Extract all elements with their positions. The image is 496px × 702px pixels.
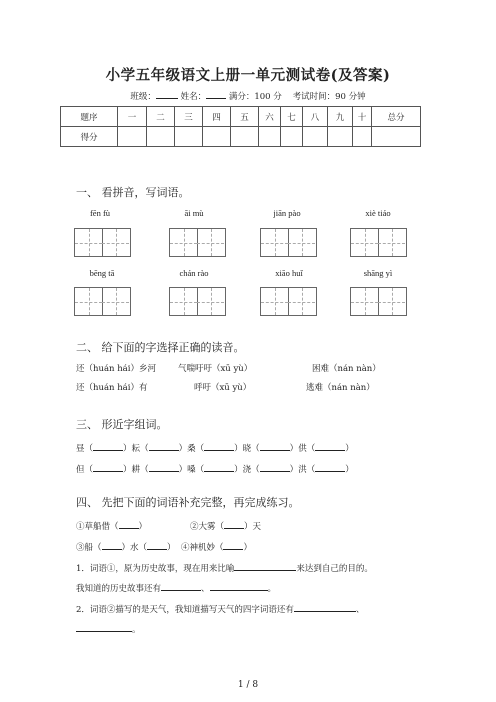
char: 洪 [298, 465, 307, 475]
paren: ） [289, 444, 299, 454]
paren: （ [306, 444, 316, 454]
score-table [60, 106, 421, 147]
score-header-cell: 四 [203, 107, 231, 127]
exam-time: 考试时间：90 分钟 [292, 92, 366, 102]
score-header-cell: 十 [353, 107, 372, 127]
idiom-text: ①草船借（ [76, 522, 119, 532]
similar-char-row [76, 462, 354, 475]
paren: （ [195, 444, 205, 454]
char: 昼 [76, 444, 85, 454]
pinyin-label: āi mù [184, 208, 204, 218]
score-header-cell: 七 [281, 107, 303, 127]
pinyin-label: jiān pào [273, 208, 301, 218]
answer-blank[interactable] [224, 519, 244, 529]
paren: ） [345, 444, 354, 454]
pinyin-label: bēng tā [89, 268, 115, 278]
idiom-text: ） [167, 543, 176, 553]
answer-blank[interactable] [119, 519, 139, 529]
paren: ） [234, 444, 243, 454]
idiom-text: ④神机妙（ [180, 543, 224, 553]
answer-blank[interactable] [149, 441, 179, 451]
section4-heading: 四、 先把下面的词语补充完整，再完成练习。 [76, 496, 300, 509]
question-text: 我知道的历史故事还有 [76, 584, 162, 594]
paren: ） [123, 465, 132, 475]
answer-blank[interactable] [147, 540, 167, 550]
reading-choice: 还（huán hái）有 [76, 383, 148, 393]
answer-blank[interactable] [149, 462, 179, 472]
paren: （ [84, 465, 94, 475]
writing-grid[interactable] [260, 287, 317, 316]
answer-blank[interactable] [210, 581, 268, 591]
paren: （ [84, 444, 94, 454]
reading-choice: 呼吁（xū yù） [194, 383, 252, 393]
paren: （ [140, 465, 149, 475]
char: 桑 [187, 444, 196, 454]
section2-heading: 二、 给下面的字选择正确的读音。 [76, 341, 245, 354]
score-cell[interactable] [353, 127, 372, 147]
paren: （ [251, 444, 260, 454]
answer-blank[interactable] [102, 540, 122, 550]
answer-blank[interactable] [223, 540, 243, 550]
score-cell[interactable] [328, 127, 353, 147]
paren: （ [195, 465, 205, 475]
idiom-line [190, 519, 261, 532]
pinyin-label: chán rào [179, 268, 209, 278]
score-cell[interactable] [118, 127, 147, 147]
writing-grid[interactable] [169, 228, 226, 257]
paren: （ [306, 465, 316, 475]
score-header-cell: 五 [231, 107, 259, 127]
question-text: 来达到自己的目的。 [296, 564, 373, 574]
paren: （ [251, 465, 260, 475]
answer-blank[interactable] [93, 462, 123, 472]
paren: ） [178, 465, 188, 475]
answer-blank[interactable] [294, 602, 356, 612]
reading-choice: 困难（nán nàn） [312, 364, 381, 374]
score-cell[interactable] [281, 127, 303, 147]
reading-choice: 逃难（nán nàn） [306, 383, 375, 393]
exam-info [0, 90, 496, 102]
question-line [76, 602, 364, 615]
score-header-cell: 六 [259, 107, 281, 127]
char: 耘 [131, 444, 141, 454]
answer-blank[interactable] [76, 622, 132, 632]
answer-blank[interactable] [204, 462, 234, 472]
writing-grid[interactable] [350, 228, 407, 257]
answer-blank[interactable] [161, 581, 201, 591]
idiom-text: ③船（ [76, 543, 102, 553]
idiom-line [76, 519, 147, 532]
pinyin-label: xiāo huǐ [275, 268, 303, 278]
score-header-cell: 一 [118, 107, 147, 127]
question-line [76, 561, 373, 574]
score-cell[interactable] [147, 127, 175, 147]
question-text: 。 [132, 625, 141, 635]
question-line [76, 581, 276, 594]
section3-heading: 三、 形近字组词。 [76, 418, 168, 431]
reading-choice: 还（huán hái）乡河 [76, 364, 156, 374]
name-label: 姓名： [180, 92, 207, 102]
answer-blank[interactable] [260, 441, 290, 451]
writing-grid[interactable] [260, 228, 317, 257]
paren: ） [234, 465, 243, 475]
page-number: 1 / 8 [237, 680, 259, 690]
char: 嗓 [187, 465, 196, 475]
idiom-text: ） [243, 543, 252, 553]
writing-grid[interactable] [74, 287, 131, 316]
score-header-cell: 总分 [372, 107, 421, 127]
score-cell[interactable] [231, 127, 259, 147]
paren: ） [178, 444, 188, 454]
section1-heading: 一、 看拼音，写词语。 [76, 186, 190, 199]
score-header-row [61, 107, 421, 127]
score-row-label: 得分 [61, 127, 118, 147]
reading-choice: 气喘吁吁（xū yù） [178, 364, 253, 374]
idiom-text: ） [138, 522, 148, 532]
pinyin-label: fēn fù [89, 208, 111, 218]
score-cell[interactable] [203, 127, 231, 147]
pinyin-label: xiè tiáo [365, 208, 391, 218]
idiom-text: ②大雾（ [190, 522, 225, 532]
writing-grid[interactable] [74, 228, 131, 257]
answer-blank[interactable] [260, 462, 290, 472]
score-cell[interactable] [372, 127, 421, 147]
answer-blank[interactable] [315, 462, 345, 472]
score-header-cell: 题序 [61, 107, 118, 127]
score-cell[interactable] [259, 127, 281, 147]
paren: （ [140, 444, 149, 454]
char: 但 [76, 465, 85, 475]
class-label: 班级： [130, 92, 156, 102]
answer-blank[interactable] [315, 441, 345, 451]
question-text: 。 [267, 584, 277, 594]
question-line [76, 622, 141, 635]
question-text: 、 [355, 605, 365, 615]
name-blank[interactable] [206, 90, 226, 99]
char: 浇 [242, 465, 252, 475]
paren: ） [289, 465, 299, 475]
char: 晓 [242, 444, 252, 454]
paren: ） [345, 465, 354, 475]
score-header-cell: 三 [175, 107, 203, 127]
answer-blank[interactable] [234, 561, 296, 571]
full-score: 满分：100 分 [228, 92, 282, 102]
pinyin-label: shāng yì [363, 268, 393, 278]
idiom-line [76, 540, 252, 553]
question-text: 1．词语①，原为历史故事，现在用来比喻 [76, 564, 235, 574]
score-header-cell: 二 [147, 107, 175, 127]
question-text: 、 [201, 584, 210, 594]
score-header-cell: 九 [328, 107, 353, 127]
answer-blank[interactable] [93, 441, 123, 451]
writing-grid[interactable] [169, 287, 226, 316]
char: 供 [298, 444, 307, 454]
score-header-cell: 八 [303, 107, 328, 127]
similar-char-row [76, 441, 354, 454]
idiom-text: ）天 [244, 522, 262, 532]
answer-blank[interactable] [204, 441, 234, 451]
page-title: 小学五年级语文上册一单元测试卷(及答案) [105, 67, 391, 84]
score-cell[interactable] [175, 127, 203, 147]
question-text: 2．词语②描写的是天气，我知道描写天气的四字词语还有 [76, 605, 294, 615]
idiom-text: ）水（ [121, 543, 148, 553]
class-blank[interactable] [156, 90, 178, 99]
paren: ） [123, 444, 132, 454]
score-row [61, 127, 421, 147]
score-cell[interactable] [303, 127, 328, 147]
writing-grid[interactable] [350, 287, 407, 316]
char: 耕 [131, 465, 141, 475]
